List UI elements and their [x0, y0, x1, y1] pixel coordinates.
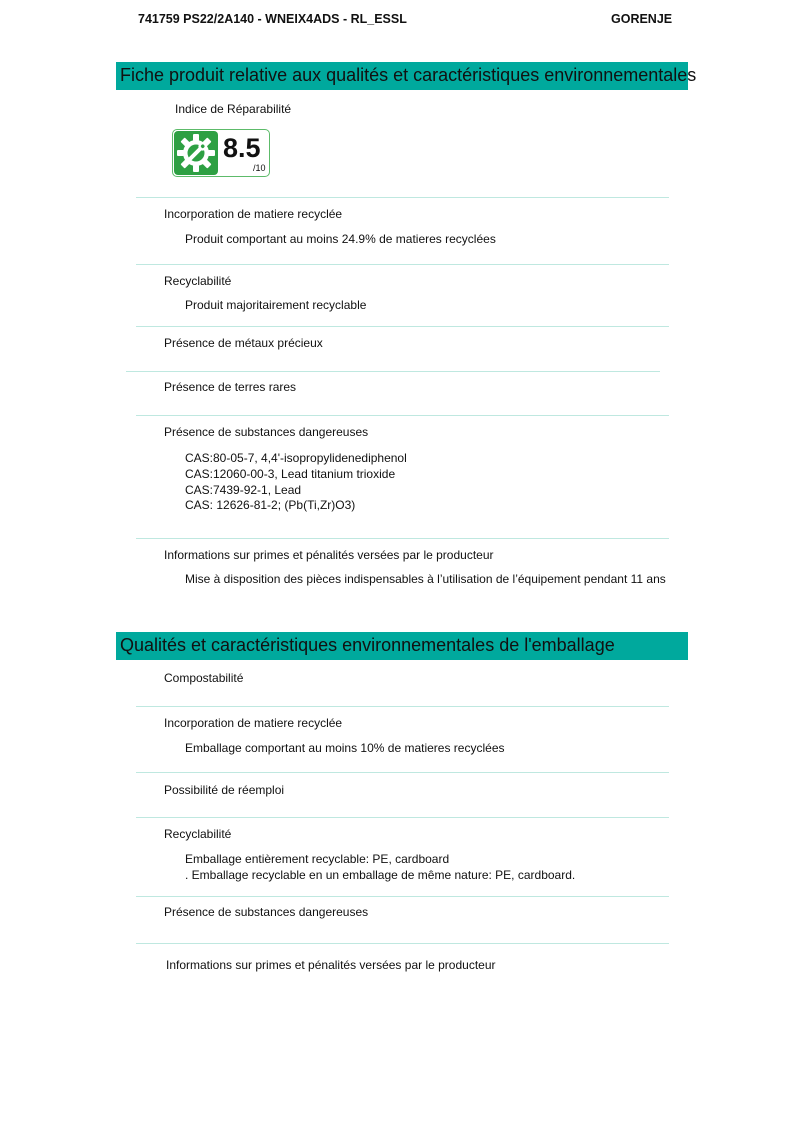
divider [136, 896, 669, 897]
packaging-recyclability-value-2: . Emballage recyclable en un emballage de même nature: PE, cardboard. [185, 868, 576, 882]
repair-gear-icon [174, 131, 218, 175]
packaging-recycled-label: Incorporation de matiere recyclée [164, 716, 343, 730]
reparability-badge [172, 129, 270, 177]
reparability-max: /10 [253, 163, 266, 173]
packaging-recyclability-label: Recyclabilité [164, 827, 232, 841]
reuse-label: Possibilité de réemploi [164, 783, 285, 797]
divider [136, 706, 669, 707]
compostability-label: Compostabilité [164, 671, 244, 685]
divider [136, 817, 669, 818]
section-product-title: Fiche produit relative aux qualités et caractéristiques environnementales [120, 65, 697, 85]
reparability-label: Indice de Réparabilité [175, 102, 292, 116]
product-primes-label: Informations sur primes et pénalités versées par le producteur [164, 548, 494, 562]
packaging-primes-label: Informations sur primes et pénalités versées par le producteur [166, 958, 496, 972]
packaging-dangerous-label: Présence de substances dangereuses [164, 905, 369, 919]
divider [136, 538, 669, 539]
divider [136, 415, 669, 416]
precious-metals-label: Présence de métaux précieux [164, 336, 323, 350]
reparability-score: 8.5 [223, 133, 261, 163]
divider [136, 197, 669, 198]
document-reference: 741759 PS22/2A140 - WNEIX4ADS - RL_ESSL [138, 12, 407, 26]
divider [136, 772, 669, 773]
dangerous-substance-item: CAS: 12626-81-2; (Pb(Ti,Zr)O3) [185, 498, 356, 512]
dangerous-substance-item: CAS:7439-92-1, Lead [185, 483, 302, 497]
dangerous-substances-label: Présence de substances dangereuses [164, 425, 369, 439]
dangerous-substance-item: CAS:12060-00-3, Lead titanium trioxide [185, 467, 396, 481]
product-recyclability-value: Produit majoritairement recyclable [185, 298, 367, 312]
dangerous-substance-item: CAS:80-05-7, 4,4'-isopropylidenediphenol [185, 451, 407, 465]
section-packaging-band [116, 632, 688, 660]
section-packaging-title: Qualités et caractéristiques environnementales de l'emballage [120, 635, 615, 655]
divider [136, 264, 669, 265]
divider [136, 943, 669, 944]
section-product-band [116, 62, 697, 90]
rare-earths-label: Présence de terres rares [164, 380, 297, 394]
brand-name: GORENJE [611, 12, 673, 26]
divider [126, 371, 660, 372]
packaging-recycled-value: Emballage comportant au moins 10% de matieres recyclées [185, 741, 505, 755]
product-primes-value: Mise à disposition des pièces indispensables à l’utilisation de l’équipement pendant 11 ans [185, 572, 666, 586]
product-recycled-label: Incorporation de matiere recyclée [164, 207, 343, 221]
packaging-recyclability-value: Emballage entièrement recyclable: PE, cardboard [185, 852, 450, 866]
product-recyclability-label: Recyclabilité [164, 274, 232, 288]
product-recycled-value: Produit comportant au moins 24.9% de matieres recyclées [185, 232, 496, 246]
divider [136, 326, 669, 327]
